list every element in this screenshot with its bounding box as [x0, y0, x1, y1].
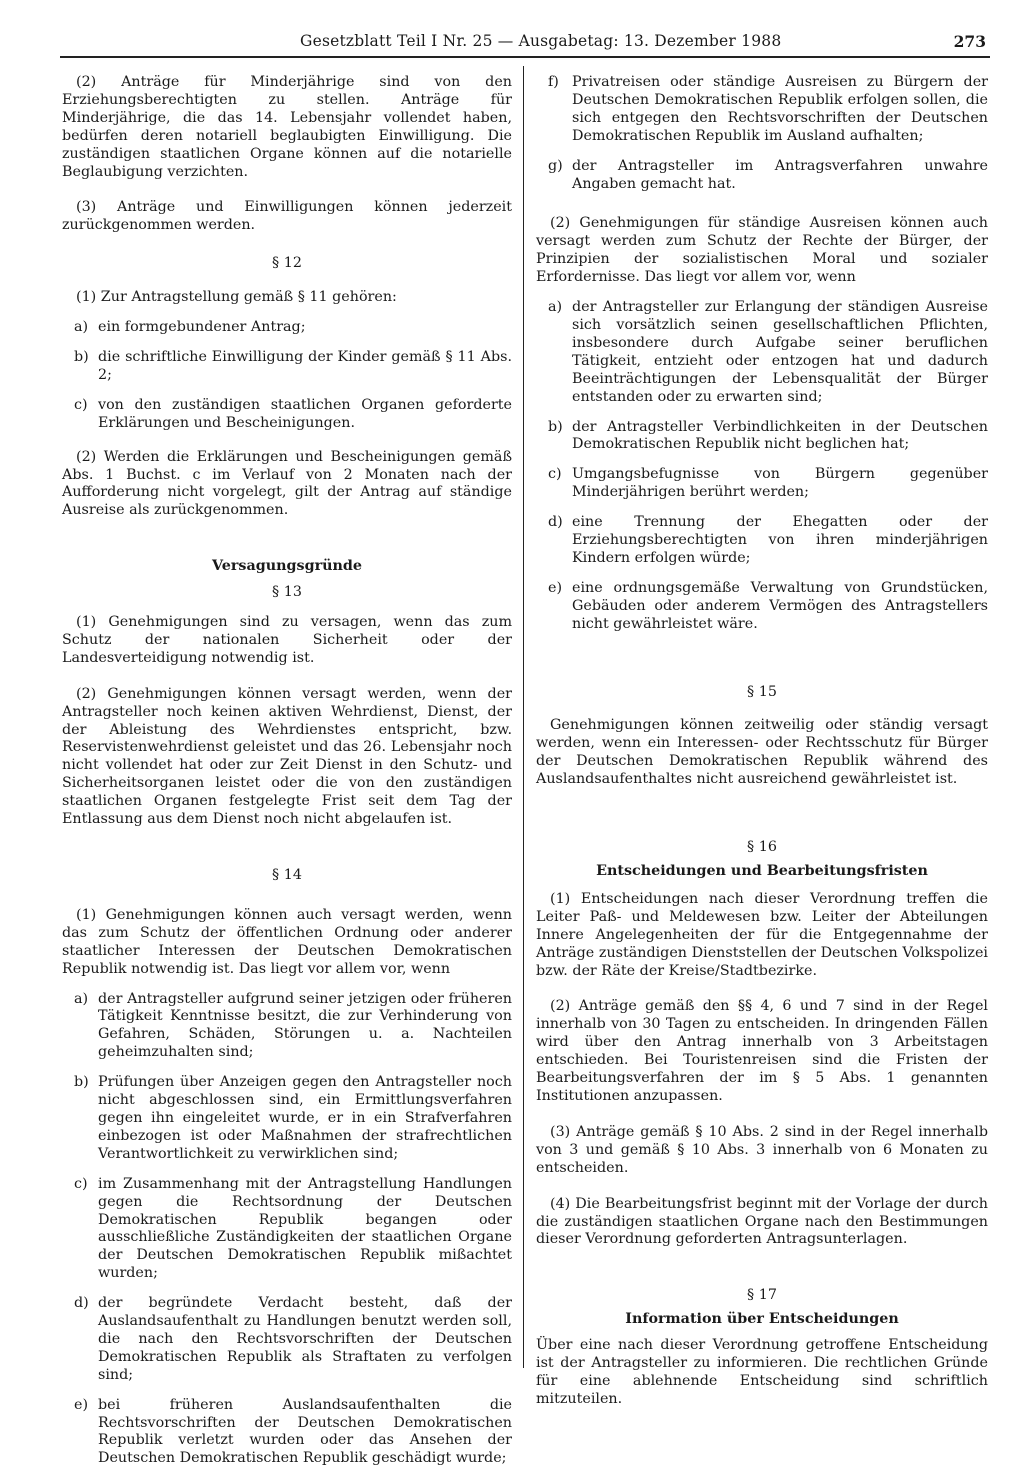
- list-item-text: der begründete Verdacht besteht, daß der Auslandsaufenthalt zu Handlungen benutzt werden soll, die nach den Rechtsvorschriften der Deutschen Demokratischen Republik als Straftaten zu verfolgen sind;: [98, 1295, 512, 1383]
- section-title-15: § 15: [747, 683, 777, 700]
- paragraph-s14-2: (2) Genehmigungen für ständige Ausreisen können auch versagt werden zum Schutz der Rechte der Bürger, der Prinzipien der sozialistischen Moral und sozialer Erfordernisse. Das liegt vor allem vor, wenn: [536, 215, 988, 286]
- paragraph-s13-1: (1) Genehmigungen sind zu versagen, wenn das zum Schutz der nationalen Sicherheit oder der Landesverteidigung notwendig ist.: [62, 614, 512, 666]
- list-item: [536, 580, 988, 634]
- list-item-text: die schriftliche Einwilligung der Kinder gemäß § 11 Abs. 2;: [98, 348, 512, 383]
- list-item-label: c): [74, 396, 88, 413]
- list-item-label: d): [74, 1295, 89, 1312]
- paragraph-s11-3: (3) Anträge und Einwilligungen können jederzeit zurückgenommen werden.: [62, 199, 512, 234]
- list-item-text: Umgangsbefugnisse von Bürgern gegenüber Minderjährigen berührt werden;: [572, 466, 988, 501]
- list-item-label: b): [548, 418, 563, 435]
- paragraph-s16-2: (2) Anträge gemäß den §§ 4, 6 und 7 sind in der Regel innerhalb von 30 Tagen zu entscheiden. In dringenden Fällen wird über den Antrag innerhalb von 3 Arbeitstagen entschieden. Bei Touristenreisen sind die Fristen der Bearbeitungsverfahren der im § 5 Abs. 1 genannten Institutionen anzupassen.: [536, 998, 988, 1104]
- list-item-label: c): [548, 466, 562, 483]
- list-item-text: der Antragsteller zur Erlangung der ständigen Ausreise sich vorsätzlich seinen gesellschaftlichen Pflichten, insbesondere durch Aufgabe seiner beruflichen Tätigkeit, entzieht oder entzogen hat und dadurch Beeinträchtigungen der Lebensqualität der Bürger entstanden oder zu erwarten sind;: [572, 299, 988, 405]
- column-divider: [523, 66, 524, 1368]
- list-item: [536, 514, 988, 568]
- list-item-text: eine Trennung der Ehegatten oder der Erziehungsberechtigten von ihren minderjährigen Kindern erfolgen würde;: [572, 514, 988, 566]
- list-item-label: e): [548, 579, 563, 596]
- section-title-12: § 12: [272, 255, 302, 272]
- list-item-label: a): [74, 990, 89, 1007]
- right-column: [536, 74, 988, 1427]
- list-item: [536, 158, 988, 194]
- list-item-text: Prüfungen über Anzeigen gegen den Antragsteller noch nicht abgeschlossen sind, ein Ermittlungsverfahren gegen ihn eingeleitet wurde, er in ein Strafverfahren einbezogen ist oder Maßnahmen der strafrechtlichen Verantwortlichkeit zu verwirklichen sind;: [98, 1074, 512, 1162]
- list-item-text: der Antragsteller Verbindlichkeiten in der Deutschen Demokratischen Republik nicht beglichen hat;: [572, 418, 988, 453]
- list-item-label: a): [548, 299, 563, 316]
- section-title-13: § 13: [272, 584, 302, 601]
- left-column: [62, 74, 512, 1480]
- list-item-label: g): [548, 157, 563, 174]
- paragraph-s16-4: (4) Die Bearbeitungsfrist beginnt mit der Vorlage der durch die zuständigen staatlichen Organe nach den Bestimmungen dieser Verordnung geforderten Antragsunterlagen.: [536, 1195, 988, 1248]
- paragraph-s16-3: (3) Anträge gemäß § 10 Abs. 2 sind in der Regel innerhalb von 3 und gemäß § 10 Abs. 3 innerhalb von 6 Monaten zu entscheiden.: [536, 1123, 988, 1176]
- section-title-16: § 16: [747, 839, 777, 856]
- page-header: [60, 30, 990, 56]
- list-item-text: von den zuständigen staatlichen Organen geforderte Erklärungen und Bescheinigungen.: [98, 396, 512, 431]
- list-item: [62, 1074, 512, 1164]
- list-item: [62, 991, 512, 1063]
- list-item: [536, 74, 988, 146]
- paragraph-s15: Genehmigungen können zeitweilig oder ständig versagt werden, wenn ein Interessen- oder Rechtsschutz für Bürger der Deutschen Demokratischen Republik während des Auslandsaufenthaltes nicht ausreichend gewährleistet ist.: [536, 717, 988, 788]
- paragraph-s12-1: (1) Zur Antragstellung gemäß § 11 gehören:: [76, 289, 397, 306]
- paragraph-s11-2: (2) Anträge für Minderjährige sind von den Erziehungsberechtigten zu stellen. Anträge für Minderjährige, die das 14. Lebensjahr vollendet haben, bedürfen deren notariell beglaubigten Einwilligung. Die zuständigen staatlichen Organe können auf die notarielle Beglaubigung verzichten.: [62, 74, 512, 180]
- header-title: Gesetzblatt Teil I Nr. 25 — Ausgabetag: 13. Dezember 1988: [300, 32, 782, 50]
- list-item-label: b): [74, 348, 89, 365]
- list-item-label: a): [74, 319, 89, 336]
- list-item-text: der Antragsteller aufgrund seiner jetzigen oder früheren Tätigkeit Kenntnisse besitzt, die zur Verhinderung von Gefahren, Schäden, Störungen u. a. Nachteilen geheimzuhalten sind;: [98, 990, 512, 1061]
- list-item: [62, 1176, 512, 1283]
- list-item-text: Privatreisen oder ständige Ausreisen zu Bürgern der Deutschen Demokratischen Republik erfolgen sollen, die sich entgegen den Rechtsvorschriften der Deutschen Demokratischen Republik im Ausland aufhalten;: [572, 74, 988, 144]
- list-item: [62, 397, 512, 433]
- list-item: [62, 319, 512, 337]
- list-item-label: d): [548, 514, 563, 531]
- section-heading-16: Entscheidungen und Bearbeitungsfristen: [596, 863, 928, 879]
- paragraph-s17: Über eine nach dieser Verordnung getroffene Entscheidung ist der Antragsteller zu informieren. Die rechtlichen Gründe für eine ablehnende Entscheidung sind schriftlich mitzuteilen.: [536, 1337, 988, 1407]
- list-item-text: im Zusammenhang mit der Antragstellung Handlungen gegen die Rechtsordnung der Deutschen Demokratischen Republik begangen oder ausschließliche Zuständigkeiten der staatlichen Organe der Deutschen Demokratischen Republik mißachtet wurden;: [98, 1175, 512, 1282]
- paragraph-s12-2: (2) Werden die Erklärungen und Bescheinigungen gemäß Abs. 1 Buchst. c im Verlauf von 2 Monaten nach der Aufforderung nicht vorgelegt, gilt der Antrag auf ständige Ausreise als zurückgenommen.: [62, 448, 512, 519]
- list-item: [62, 349, 512, 385]
- list-item: [536, 466, 988, 502]
- list-item: [62, 1397, 512, 1469]
- list-item-label: f): [548, 74, 559, 90]
- list-item-text: ein formgebundener Antrag;: [98, 319, 306, 336]
- list-item-text: der Antragsteller im Antragsverfahren unwahre Angaben gemacht hat.: [572, 157, 988, 192]
- list-item-text: bei früheren Auslandsaufenthalten die Rechtsvorschriften der Deutschen Demokratischen Republik verletzt wurden oder das Ansehen der Deutschen Demokratischen Republik geschädigt wurde;: [98, 1396, 512, 1467]
- section-title-17: § 17: [747, 1287, 777, 1304]
- section-heading-13: Versagungsgründe: [212, 558, 362, 575]
- list-item-text: eine ordnungsgemäße Verwaltung von Grundstücken, Gebäuden oder anderem Vermögen des Antragstellers nicht gewährleistet wäre.: [572, 579, 988, 632]
- list-item-label: b): [74, 1074, 89, 1091]
- list-item: [536, 299, 988, 406]
- list-item: [536, 419, 988, 455]
- paragraph-s13-2: (2) Genehmigungen können versagt werden, wenn der Antragsteller noch keinen aktiven Wehrdienst, Dienst, der der Ableistung des Wehrdienstes entspricht, bzw. Reservistenwehrdienst geleistet und das 26. Lebensjahr noch nicht vollendet hat oder zur Zeit Dienst in den Schutz- und Sicherheitsorganen leistet oder die von den zuständigen staatlichen Organen festgelegte Frist seit dem Tag der Entlassung aus dem Dienst noch nicht abgelaufen ist.: [62, 685, 512, 828]
- list-item-label: e): [74, 1396, 89, 1413]
- list-item: [62, 1295, 512, 1385]
- list-item-label: c): [74, 1175, 88, 1192]
- section-heading-17: Information über Entscheidungen: [625, 1311, 899, 1328]
- section-title-14: § 14: [272, 867, 302, 883]
- paragraph-s14-1: (1) Genehmigungen können auch versagt werden, wenn das zum Schutz der öffentlichen Ordnung oder anderer staatlicher Interessen der Deutschen Demokratischen Republik notwendig ist. Das liegt vor allem vor, wenn: [62, 906, 512, 977]
- page-number: 273: [953, 32, 986, 51]
- paragraph-s16-1: (1) Entscheidungen nach dieser Verordnung treffen die Leiter Paß- und Meldewesen bzw. Leiter der Abteilungen Innere Angelegenheiten der für die Entgegennahme der Anträge zuständigen Dienststellen der Deutschen Volkspolizei bzw. der Räte der Kreise/Stadtbezirke.: [536, 890, 988, 979]
- header-rule: [60, 56, 990, 58]
